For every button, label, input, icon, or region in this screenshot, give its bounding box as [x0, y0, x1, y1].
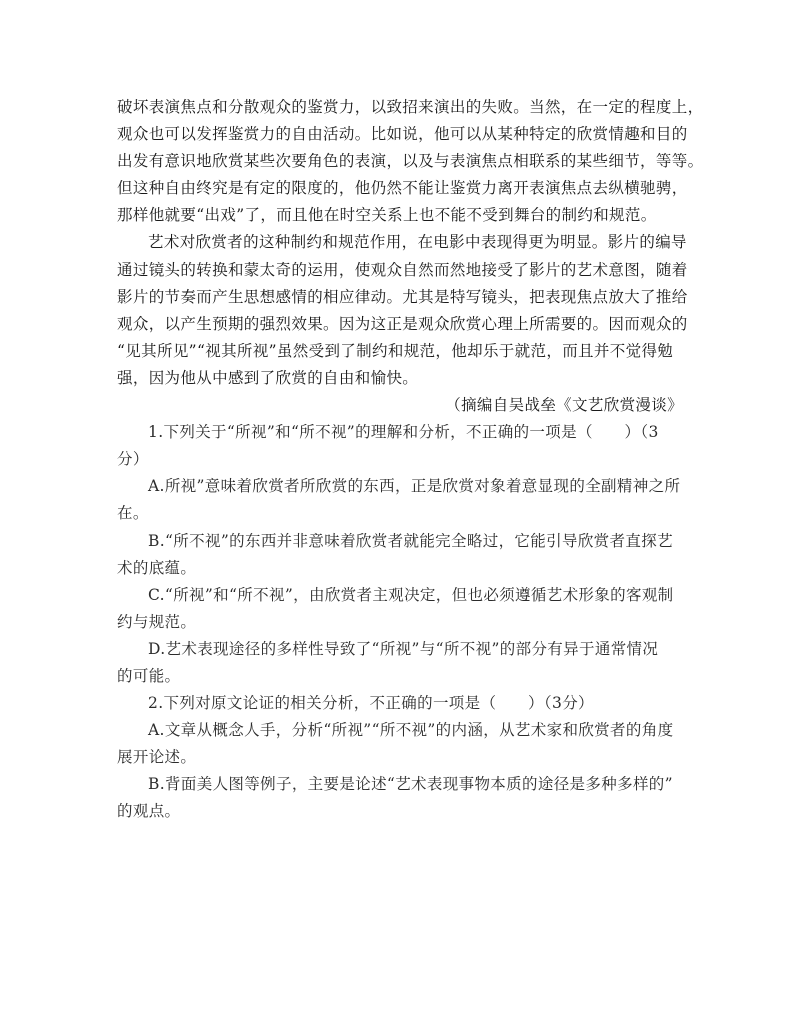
text-line: “见其所见”“视其所视”虽然受到了制约和规范，他却乐于就范，而且并不觉得勉 [117, 341, 674, 360]
passage-paragraph-2 [117, 229, 688, 392]
question-stem: 1.下列关于“所视”和“所不视”的理解和分析，不正确的一项是（ ）（3 [148, 423, 659, 442]
text-line: 强，因为他从中感到了欣赏的自由和愉快。 [117, 368, 419, 387]
question-stem: 分） [117, 450, 149, 469]
text-line: 破坏表演焦点和分散观众的鉴赏力，以致招来演出的失败。当然，在一定的程度上， [117, 98, 704, 116]
question-stem: 2.下列对原文论证的相关分析，不正确的一项是（ ）（3分） [148, 694, 594, 713]
text-line: 观众也可以发挥鉴赏力的自由活动。比如说，他可以从某种特定的欣赏情趣和目的 [117, 125, 688, 144]
question-2 [117, 690, 683, 825]
text-line: 那样他就要“出戏”了，而且他在时空关系上也不能不受到舞台的制约和规范。 [117, 206, 657, 225]
text-line: 出发有意识地欣赏某些次要角色的表演，以及与表演焦点相联系的某些细节，等等。 [117, 152, 704, 171]
option-a: 展开论述。 [117, 748, 197, 767]
option-c: C.“所视”和“所不视”，由欣赏者主观决定，但也必须遵循艺术形象的客观制 [148, 585, 674, 604]
option-a: A.文章从概念人手，分析“所视”“所不视”的内涵，从艺术家和欣赏者的角度 [148, 721, 674, 740]
option-b: 的观点。 [117, 802, 181, 821]
option-a: A.所视”意味着欣赏者所欣赏的东西，正是欣赏对象着意显现的全副精神之所 [148, 477, 681, 496]
text-line: 影片的节奏而产生思想感情的相应律动。尤其是特写镜头，把表现焦点放大了推给 [117, 287, 688, 306]
option-b: 术的底蕴。 [117, 558, 197, 577]
option-d: 的可能。 [117, 666, 181, 685]
text-line: 但这种自由终究是有定的限度的，他仍然不能让鉴赏力离开表演焦点去纵横驰骋， [117, 179, 688, 198]
text-line: 观众，以产生预期的强烈效果。因为这正是观众欣赏心理上所需要的。因而观众的 [117, 314, 688, 333]
option-a: 在。 [117, 504, 149, 523]
option-b: B.“所不视”的东西并非意味着欣赏者就能完全略过，它能引导欣赏者直探艺 [148, 531, 673, 550]
question-1 [117, 419, 683, 690]
option-d: D.艺术表现途径的多样性导致了“所视”与“所不视”的部分有异于通常情况 [148, 639, 659, 658]
document-page [117, 94, 704, 826]
option-c: 约与规范。 [117, 612, 197, 631]
option-b: B.背面美人图等例子，主要是论述“艺术表现事物本质的途径是多种多样的” [148, 775, 673, 794]
source-citation: （摘编自吴战垒《文艺欣赏漫谈》 [445, 396, 683, 415]
passage-paragraph-1 [117, 94, 704, 229]
text-line: 艺术对欣赏者的这种制约和规范作用，在电影中表现得更为明显。影片的编导 [148, 233, 687, 252]
text-line: 通过镜头的转换和蒙太奇的运用，使观众自然而然地接受了影片的艺术意图，随着 [117, 260, 688, 279]
